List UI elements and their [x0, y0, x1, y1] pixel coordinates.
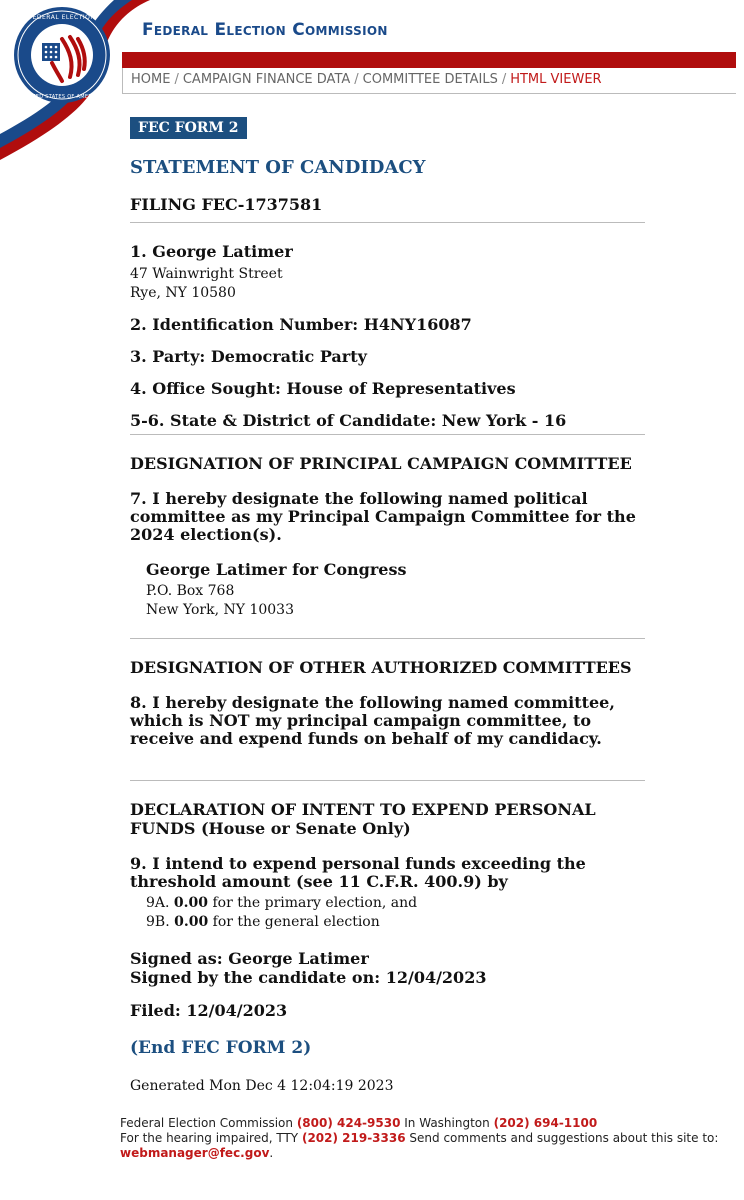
form-badge: FEC FORM 2 [130, 117, 247, 139]
personal-funds-statement: 9. I intend to expend personal funds exceeding the threshold amount (see 11 C.F.R. 400.9) by [130, 854, 586, 891]
site-footer [120, 1116, 740, 1161]
footer-washington-label: In Washington [404, 1116, 490, 1130]
form-content [130, 117, 645, 1094]
principal-committee-name: George Latimer for Congress [146, 560, 407, 579]
breadcrumb-home[interactable]: HOME [131, 72, 171, 87]
footer-tty-label: For the hearing impaired, TTY [120, 1131, 299, 1145]
line-9b-text: for the general election [212, 914, 380, 930]
generated-timestamp: Generated Mon Dec 4 12:04:19 2023 [130, 1078, 394, 1094]
state-district: 5-6. State & District of Candidate: New York - 16 [130, 411, 645, 435]
line-9a-label: 9A. [146, 895, 170, 911]
signed-on: Signed by the candidate on: 12/04/2023 [130, 968, 487, 987]
footer-phone-tty[interactable]: (202) 219-3336 [301, 1131, 406, 1145]
candidate-address [130, 265, 645, 303]
footer-agency: Federal Election Commission [120, 1116, 293, 1130]
section-divider [130, 780, 645, 781]
svg-text:UNITED STATES OF AMERICA: UNITED STATES OF AMERICA [22, 94, 102, 100]
candidate-name: 1. George Latimer [130, 242, 293, 261]
footer-phone-washington[interactable]: (202) 694-1100 [493, 1116, 598, 1130]
principal-committee-street: P.O. Box 768 [146, 583, 235, 599]
fec-seal-logo[interactable] [12, 5, 112, 105]
agency-title[interactable]: Federal Election Commission [142, 20, 388, 40]
svg-text:FEDERAL ELECTION: FEDERAL ELECTION [28, 14, 96, 21]
footer-line-1 [120, 1116, 740, 1131]
footer-end-punct: . [269, 1146, 274, 1160]
other-committees-statement: 8. I hereby designate the following named committee, which is NOT my principal campaign committee, to receive and expend funds on behalf of my candidacy. [130, 693, 615, 748]
line-9a-amount: 0.00 [173, 895, 209, 911]
line-9b [146, 913, 645, 932]
identification-number: 2. Identification Number: H4NY16087 [130, 315, 472, 334]
party: 3. Party: Democratic Party [130, 347, 367, 366]
footer-email-link[interactable]: webmanager@fec.gov [120, 1146, 270, 1160]
footer-line-3 [120, 1146, 740, 1161]
principal-committee-heading: DESIGNATION OF PRINCIPAL CAMPAIGN COMMITTEE [130, 454, 632, 473]
breadcrumb-committee-details[interactable]: COMMITTEE DETAILS [362, 72, 498, 87]
footer-phone-main[interactable]: (800) 424-9530 [296, 1116, 401, 1130]
end-of-form: (End FEC FORM 2) [130, 1038, 312, 1058]
section-divider [130, 638, 645, 639]
breadcrumb-separator: / [501, 72, 507, 87]
line-9b-label: 9B. [146, 914, 170, 930]
personal-funds-heading: DECLARATION OF INTENT TO EXPEND PERSONAL FUNDS (House or Senate Only) [130, 800, 596, 838]
candidate-street: 47 Wainwright Street [130, 266, 283, 282]
line-9a [146, 894, 645, 913]
signature-block [130, 949, 645, 987]
breadcrumb-campaign-finance-data[interactable]: CAMPAIGN FINANCE DATA [182, 72, 351, 87]
footer-line-2 [120, 1131, 740, 1146]
line-9b-amount: 0.00 [174, 914, 209, 930]
personal-funds-lines [146, 894, 645, 932]
breadcrumb [122, 68, 736, 94]
signed-as: Signed as: George Latimer [130, 949, 369, 968]
principal-committee-statement: 7. I hereby designate the following named political committee as my Principal Campaign Committee for the 2024 election(s). [130, 489, 636, 544]
line-9a-text: for the primary election, and [212, 895, 418, 911]
breadcrumb-separator: / [354, 72, 359, 87]
other-committees-heading: DESIGNATION OF OTHER AUTHORIZED COMMITTEES [130, 658, 632, 677]
header-red-bar [122, 52, 736, 68]
filed-date: Filed: 12/04/2023 [130, 1001, 288, 1020]
principal-committee-address [146, 582, 645, 620]
principal-committee-city: New York, NY 10033 [146, 602, 294, 618]
filing-id: FILING FEC-1737581 [130, 195, 645, 223]
candidate-city: Rye, NY 10580 [130, 285, 236, 301]
footer-comments-label: Send comments and suggestions about this site to: [409, 1131, 719, 1145]
breadcrumb-html-viewer: HTML VIEWER [510, 72, 602, 87]
form-title: STATEMENT OF CANDIDACY [130, 157, 426, 178]
breadcrumb-separator: / [174, 72, 179, 87]
office-sought: 4. Office Sought: House of Representatives [130, 379, 516, 398]
